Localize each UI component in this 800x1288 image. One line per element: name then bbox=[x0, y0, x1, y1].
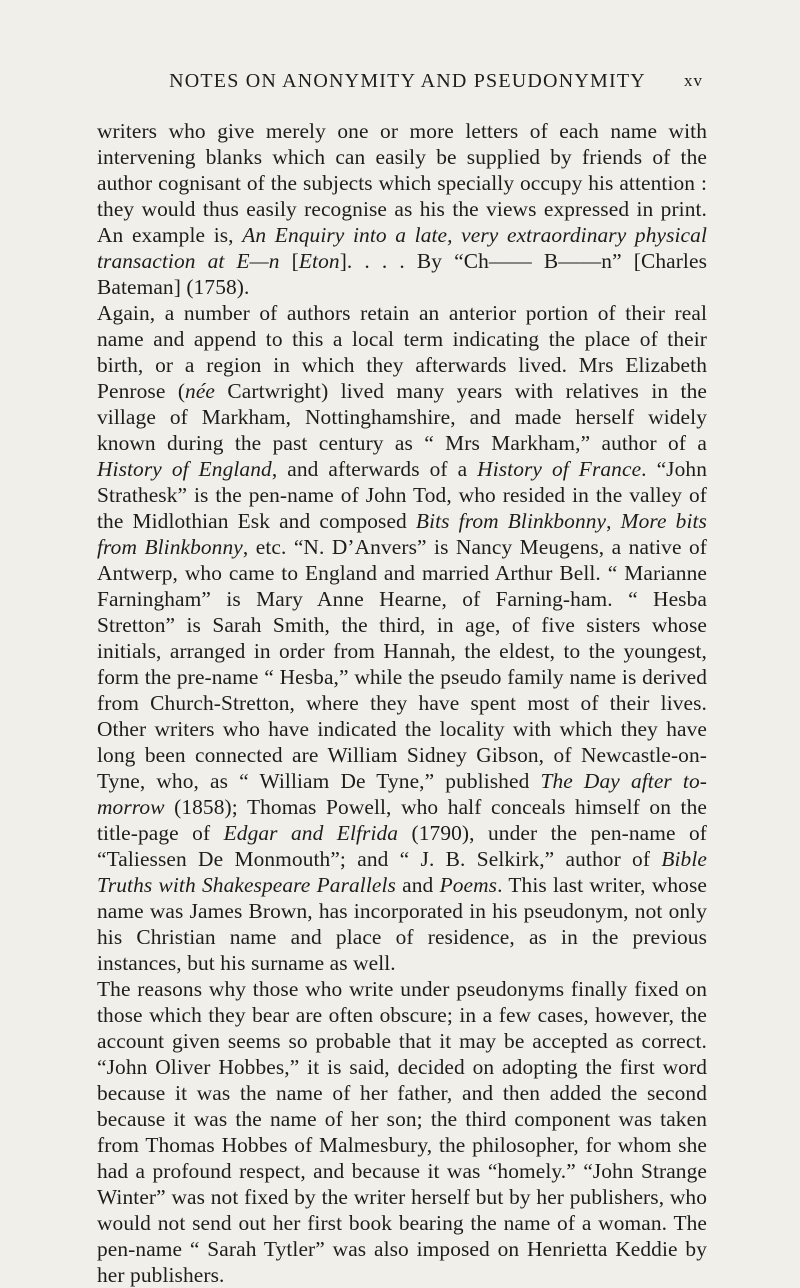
text-run: , bbox=[606, 509, 621, 533]
page-number: xv bbox=[684, 71, 703, 90]
text-run: [ bbox=[279, 249, 299, 273]
italic-title-text: History of France bbox=[477, 457, 642, 481]
text-run: . This last writer, whose name was James Brown, has incorporated in his pseudonym, not only his Christian name and place of residence, as in the previous instances, but his surname as well. bbox=[97, 873, 707, 975]
italic-title-text: Bits from Blinkbonny bbox=[415, 509, 607, 533]
running-head bbox=[112, 70, 703, 96]
italic-title-text: née bbox=[185, 379, 216, 403]
italic-title-text: The Day after to-morrow bbox=[97, 769, 707, 819]
paragraph-2 bbox=[97, 300, 707, 976]
italic-title-text: Eton bbox=[298, 249, 340, 273]
text-run: (1790), under the pen-name of “Taliessen De Monmouth”; and “ J. B. Selkirk,” author of bbox=[97, 821, 707, 871]
italic-title-text: Bible Truths with Shakespeare Parallels bbox=[97, 847, 707, 897]
paragraph-3 bbox=[97, 976, 707, 1288]
italic-title-text: Edgar and Elfrida bbox=[223, 821, 399, 845]
text-run: Again, a number of authors retain an anterior portion of their real name and append to this a local term indicating the place of their birth, or a region in which they afterwards lived. Mrs Elizabeth Penrose ( bbox=[97, 301, 707, 403]
italic-title-text: History of England bbox=[97, 457, 272, 481]
text-run: The reasons why those who write under pseudonyms finally fixed on those which they bear are often obscure; in a few cases, however, the account given seems so probable that it may be accepted as correct. “John Oliver Hobbes,” it is said, decided on adopting the first word because it was the name of her father, and then added the second because it was the name of her son; the third component was taken from Thomas Hobbes of Malmesbury, the philosopher, for whom she had a profound respect, and because it was “homely.” “John Strange Winter” was not fixed by the writer herself but by her publishers, who would not send out her first book bearing the name of a woman. The pen-name “ Sarah Tytler” was also imposed on Henrietta Keddie by her publishers. bbox=[97, 977, 707, 1287]
running-title: NOTES ON ANONYMITY AND PSEUDONYMITY bbox=[169, 70, 646, 92]
paragraph-1 bbox=[97, 118, 707, 300]
text-run: and bbox=[395, 873, 440, 897]
text-run: , etc. “N. D’Anvers” is Nancy Meugens, a native of Antwerp, who came to England and married Arthur Bell. “ Marianne Farningham” is Mary Anne Hearne, of Farning-ham. “ Hesba Stretton” is Sarah Smith, the third, in age, of five sisters whose initials, arranged in order from Hannah, the eldest, to the youngest, form the pre-name “ Hesba,” while the pseudo family name is derived from Church-Stretton, where they have spent most of their lives. Other writers who have indicated the locality with which they have long been connected are William Sidney Gibson, of Newcastle-on-Tyne, who, as “ William De Tyne,” published bbox=[97, 535, 707, 793]
italic-title-text: Poems bbox=[439, 873, 498, 897]
body-text bbox=[97, 118, 707, 1288]
text-run: writers who give merely one or more letters of each name with intervening blanks which can easily be supplied by friends of the author cognisant of the subjects which specially occupy his attention : they would thus easily recognise as his the views expressed in print. An example is, bbox=[97, 119, 707, 247]
text-run: Cartwright) lived many years with relatives in the village of Markham, Nottinghamshire, and made herself widely known during the past century as “ Mrs Markham,” author of a bbox=[97, 379, 707, 455]
italic-title-text: An Enquiry into a late, very extraordinary physical transaction at E—n bbox=[97, 223, 707, 273]
text-run: , and afterwards of a bbox=[271, 457, 478, 481]
text-run: . “John Strathesk” is the pen-name of John Tod, who resided in the valley of the Midlothian Esk and composed bbox=[97, 457, 707, 533]
italic-title-text: More bits from Blinkbonny bbox=[97, 509, 707, 559]
text-run: (1858); Thomas Powell, who half conceals himself on the title-page of bbox=[97, 795, 707, 845]
text-run: ]. . . . By “Ch—— B——n” [Charles Bateman] (1758). bbox=[97, 249, 707, 299]
